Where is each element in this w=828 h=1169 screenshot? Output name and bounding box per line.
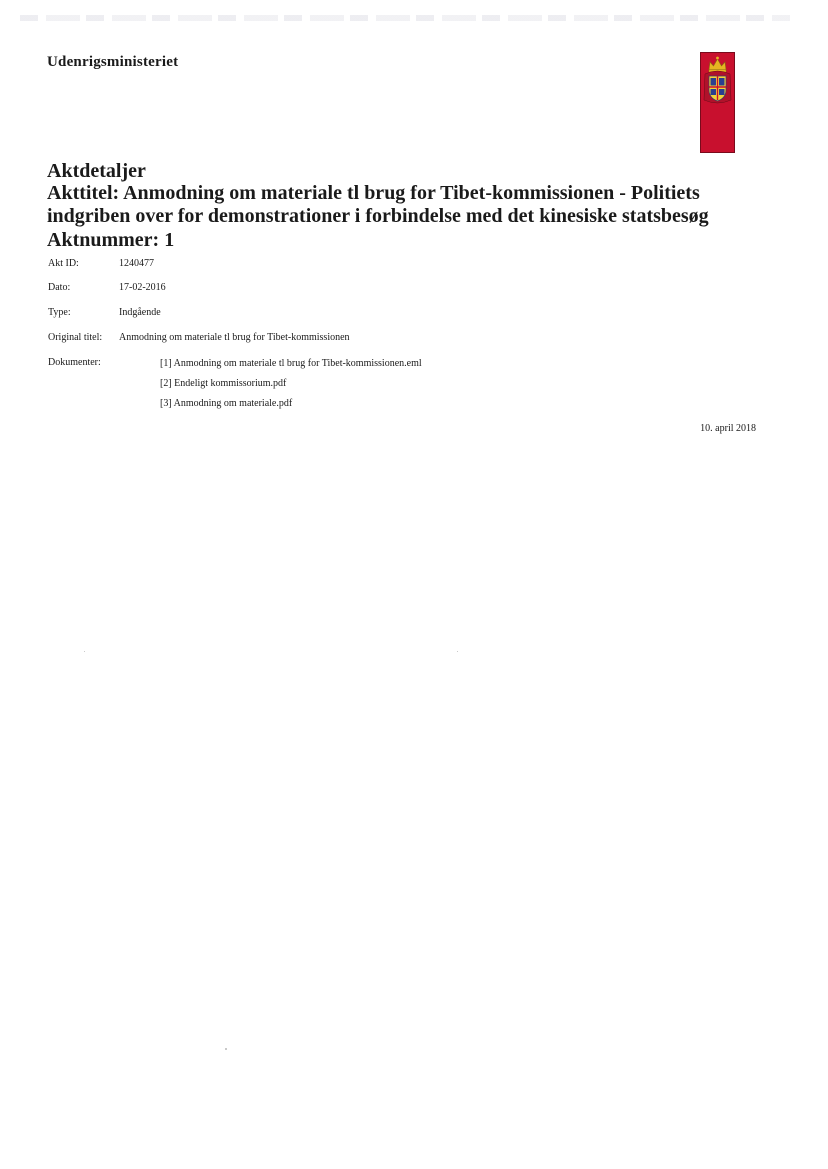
document-link-2[interactable]: [2] Endeligt kommissorium.pdf bbox=[160, 378, 287, 389]
field-label: Dato: bbox=[48, 282, 71, 293]
scan-speck bbox=[84, 651, 85, 652]
field-label: Akt ID: bbox=[48, 258, 79, 269]
document-link-3[interactable]: [3] Anmodning om materiale.pdf bbox=[160, 398, 293, 409]
document-heading bbox=[47, 160, 787, 252]
act-title-line-2: indgriben over for demonstrationer i forbindelse med det kinesiske statsbesøg bbox=[47, 205, 709, 227]
section-title: Aktdetaljer bbox=[47, 160, 146, 182]
scan-speck bbox=[457, 651, 458, 652]
field-label: Dokumenter: bbox=[48, 357, 101, 368]
ministry-name: Udenrigsministeriet bbox=[47, 54, 179, 70]
field-label: Original titel: bbox=[48, 332, 103, 343]
scan-speck bbox=[225, 1048, 227, 1050]
act-title-line-1: Akttitel: Anmodning om materiale tl brug for Tibet-kommissionen - Politiets bbox=[47, 182, 700, 204]
field-value: Anmodning om materiale tl brug for Tibet-kommissionen bbox=[119, 332, 350, 343]
field-label: Type: bbox=[48, 307, 71, 318]
field-value: 1240477 bbox=[119, 258, 154, 269]
danish-royal-coat-of-arms-icon bbox=[700, 52, 735, 153]
document-link-1[interactable]: [1] Anmodning om materiale tl brug for Tibet-kommissionen.eml bbox=[160, 358, 422, 369]
scan-artifact-line bbox=[20, 15, 790, 21]
field-value: 17-02-2016 bbox=[119, 282, 166, 293]
field-value: Indgående bbox=[119, 307, 161, 318]
print-date: 10. april 2018 bbox=[700, 423, 756, 434]
act-number: Aktnummer: 1 bbox=[47, 229, 175, 251]
document-list bbox=[160, 354, 422, 414]
